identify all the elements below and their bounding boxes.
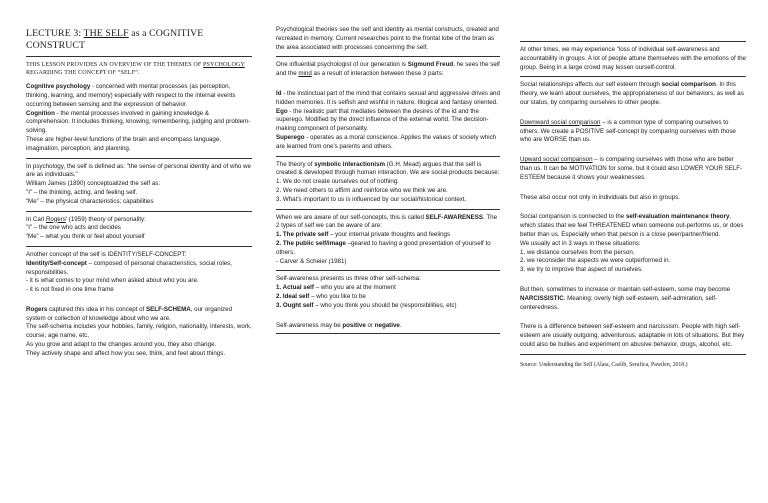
term-self-evaluation-maintenance: self-evaluation maintenance theory (625, 213, 730, 221)
title-prefix: LECTURE 3: (26, 28, 84, 39)
divider (26, 158, 252, 159)
intro-text: THIS LESSON PROVIDES AN OVERVIEW OF THE THEMES OF (26, 61, 204, 68)
james-me: “Me” – the physical characteristics; capabilities (26, 197, 154, 205)
divider (276, 209, 500, 210)
higher-functions-text: These are higher-level functions of the brain and encompass language, imagination, perception, and planning. (26, 135, 222, 152)
downward-comparison (520, 119, 746, 145)
term-negative: negative (374, 321, 400, 329)
cognition-def (26, 110, 252, 136)
way-item: 2. we reconsider the aspects we were outperformed in. (520, 257, 671, 265)
column-right (520, 0, 746, 503)
mind-link[interactable]: mind (298, 70, 312, 78)
cognitive-psychology-def (26, 83, 252, 109)
text: , he sees the self and the (276, 61, 500, 78)
lecture-title (26, 28, 252, 52)
self-schema-text: The self-schema includes your hobbies, family, religion, nationality, interests, work, course, age name, etc, (26, 323, 252, 340)
term-symbolic-interactionism: symbolic interactionism (314, 160, 386, 168)
ego-def (276, 108, 500, 134)
term-ideal-self: 2. Ideal self (276, 292, 310, 300)
def-text: – is a common type of comparing ourselves to others. We create a POSITIVE self-concept by comparing ourselves with those who are WORSE than us. (520, 118, 736, 144)
ideal-self (276, 293, 500, 302)
text: In Carl (26, 215, 46, 223)
term-ego: Ego (276, 107, 288, 115)
social-product-item: 1. We do not create ourselves out of nothing. (276, 178, 400, 186)
social-product-item: 2. We need others to affirm and reinforce who we think we are. (276, 186, 448, 194)
title-suffix: as a COGNITIVE CONSTRUCT (26, 28, 204, 51)
text: . The 2 types of self we can be aware of are: (276, 213, 498, 230)
term-rogers: Rogers (26, 305, 48, 313)
carver-citation: - Carver & Scheier (1981) (276, 257, 347, 265)
divider (26, 211, 252, 212)
identity-bullet: - it is not fixed in one time frame (26, 286, 114, 294)
term-superego: Superego (276, 133, 305, 141)
term-identity: Identity/Self-concept (26, 259, 87, 267)
divider (520, 41, 746, 42)
def-text: – who you like to be (309, 292, 366, 300)
text: The theory of (276, 160, 315, 168)
def-text: – your internal private thoughts and feelings (328, 231, 451, 239)
def-text: – who you think you should be (responsibilities, etc) (313, 301, 457, 309)
divider (26, 246, 252, 247)
self-schema-grow: As you grow and adapt to the changes around you, they also change. (26, 341, 217, 349)
public-self (276, 240, 500, 258)
term-actual-self: 1. Actual self (276, 284, 314, 292)
column-middle (276, 0, 500, 503)
intro-text-end: REGARDING THE CONCEPT OF “SELF”. (26, 70, 140, 77)
text: or (365, 321, 375, 329)
narcissism-text (520, 286, 746, 312)
def-text: – is comparing ourselves with those who are better than us. It can be MOTIVATION for some, but it could also LOWER YOUR SELF-ESTEEM because it shows your weaknesses. (520, 156, 743, 181)
rogers-i: "I" – the one who acts and decides (26, 224, 121, 232)
psychology-self-def: In psychology, the self is defined as: "the sense of personal identity and of who we are as individuals." (26, 162, 251, 179)
divider (276, 156, 500, 157)
def-text: –geared to having a good presentation of yourself to others. (276, 239, 491, 256)
ought-self (276, 302, 500, 311)
id-def (276, 90, 500, 108)
term-self-schema: SELF-SCHEMA (146, 305, 191, 313)
text: Self-awareness may be (276, 321, 343, 329)
identity-def (26, 260, 252, 278)
divider (520, 354, 746, 355)
text: captured this idea in his concept of (47, 305, 147, 313)
self-schema-intro: Self-awareness presents us three other self-schema: (276, 275, 421, 283)
freud-intro (276, 61, 500, 79)
def-text: - the realistic part that mediates between the desires of the id and the superego. Modified by the direct influence of the external world. The decision-making component of personality. (276, 107, 489, 133)
term-cognition: Cognition (26, 109, 55, 117)
def-text: - the instinctual part of the mind that contains sexual and aggressive drives and hidden memories. It is selfish and wishful in nature. Illogical and fantasy oriented. (276, 89, 500, 106)
spacer (520, 187, 746, 194)
deindividuation-text: At other times, we may experience "loss of individual self-awareness and accountability in groups. A lot of people attune themselves with the emotions of the group. Being in a large crowd may lessen ourself-control. (520, 46, 746, 71)
mental-constructs-text: Psychological theories see the self and identity as mental constructs, created and recreated in memory. Current researches point to the frontal lobe of the brain as the area associated with processes concerning the self. (276, 26, 499, 51)
rogers-me: “Me” – what you think or feel about yourself (26, 233, 145, 241)
esteem-vs-narcissism: There is a difference between self-esteem and narcissism. People with high self-esteem are usually outgoing, adventurous, adaptable in lots of situations. But they could also be bullies and experiment on abusive behavior, drugs, alcohol, etc. (520, 323, 745, 348)
way-item: 1. we distance ourselves from the person. (520, 248, 635, 256)
spacer (276, 315, 500, 322)
title-link-the-self[interactable]: THE SELF (83, 28, 129, 39)
term-upward-comparison[interactable]: Upward social comparison (520, 156, 593, 164)
self-awareness-def (276, 214, 500, 232)
term-social-comparison: social comparison (661, 81, 716, 89)
self-schema-actively: They actively shape and affect how you see, think, and feel about things. (26, 349, 226, 357)
term-self-awareness: SELF-AWARENESS (425, 213, 484, 221)
def-text: - operates as a moral conscience. Applies the values of society which are learned from one's parents and others. (276, 133, 497, 150)
term-public-self: 2. The public self/image (276, 239, 346, 247)
lesson-intro (26, 61, 252, 79)
divider (276, 56, 500, 57)
spacer (520, 112, 746, 119)
self-schema-def (26, 306, 252, 324)
spacer (520, 316, 746, 323)
text: as a result of interaction between these 3 parts: (311, 70, 444, 78)
text: (G.H. Mead) argues that the self is created & developed through human interaction. We are social products because: (276, 160, 500, 177)
intro-link-psychology[interactable]: PSYCHOLOGY (203, 61, 245, 68)
superego-def (276, 134, 500, 152)
spacer (26, 299, 252, 306)
term-ought-self: 3. Ought self (276, 301, 314, 309)
term-freud: Sigmund Freud (407, 61, 454, 69)
positive-negative (276, 322, 500, 331)
rogers-theory (26, 216, 252, 225)
divider (276, 333, 500, 334)
identity-intro: Another concept of the self is IDENTITY/SELF-CONCEPT: (26, 250, 187, 258)
self-evaluation-maintenance (520, 213, 746, 239)
social-product-item: 3. What's important to us is influenced by our social/historical context. (276, 195, 467, 203)
text: One influential psychologist of our generation is (276, 61, 408, 69)
text: , our organized system or collection of knowledge about who we are. (26, 305, 233, 322)
spacer (520, 206, 746, 213)
term-id: Id (276, 89, 282, 97)
term-positive: positive (342, 321, 366, 329)
def-text: – who you are at the moment (313, 284, 396, 292)
source-citation: Source: Understanding the Self (Alata, Caslib, Serafica, Pawilen, 2018.) (520, 361, 688, 368)
divider (276, 270, 500, 271)
private-self (276, 231, 500, 240)
james-intro: William James (1890) conceptualized the self as: (26, 180, 161, 188)
text: . Meaning: overly high self-esteem, self-admiration, self-centeredness. (520, 294, 718, 311)
upward-comparison (520, 156, 746, 182)
def-text: - concerned with mental processes (as perception, thinking, learning, and memory) especially with respect to the internal events occurring between sensing and the expression of behavior. (26, 83, 236, 108)
text: ' (1959) theory of personality: (65, 215, 146, 223)
groups-note: These also occur not only in individuals but also in groups. (520, 193, 680, 201)
james-i: "I" – the thinking, acting, and feeling self. (26, 188, 138, 196)
divider (520, 76, 746, 77)
text: Social relationships affects our self esteem through (520, 81, 662, 89)
spacer (520, 279, 746, 286)
def-text: – composed of personal characteristics, social roles, responsibilities. (26, 259, 232, 276)
symbolic-interactionism (276, 161, 500, 179)
identity-bullet: - it is what comes to your mind when asked about who you are. (26, 277, 199, 285)
term-cognitive-psychology: Cognitive psychology (26, 83, 91, 91)
text: . In this theory, we learn about ourselves, the appropriateness of our behaviors, as well as our status, by comparing ourselves to other people. (520, 81, 744, 106)
social-comparison (520, 81, 746, 107)
text: When we are aware of our self-concepts, this is called (276, 213, 426, 221)
def-text: - the mental processes involved in gaining knowledge & comprehension. It includes thinking, knowing, remembering, judging and problem-solving. (26, 109, 251, 135)
text: , which states that we feel THREATENED when someone out-performs us, or does better than us. Especially when that person is a close peer/partner/friend. (520, 213, 744, 238)
actual-self (276, 284, 500, 293)
text: Social comparison is connected to the (520, 213, 626, 221)
way-item: 3. we try to improve that aspect of ourselves. (520, 266, 643, 274)
column-left (26, 0, 252, 503)
ways-intro: We usually act in 3 ways in these situations: (520, 239, 641, 247)
term-narcissistic: NARCISSISTIC (520, 294, 564, 302)
spacer (276, 83, 500, 90)
term-downward-comparison[interactable]: Downward social comparison (520, 118, 601, 126)
text: . (399, 321, 402, 329)
divider (26, 56, 252, 57)
rogers-link[interactable]: Rogers (45, 215, 66, 223)
text: But then, sometimes to increase or maintain self-esteem, some may become (520, 285, 731, 293)
spacer (520, 149, 746, 156)
term-private-self: 1. The private self (276, 231, 329, 239)
